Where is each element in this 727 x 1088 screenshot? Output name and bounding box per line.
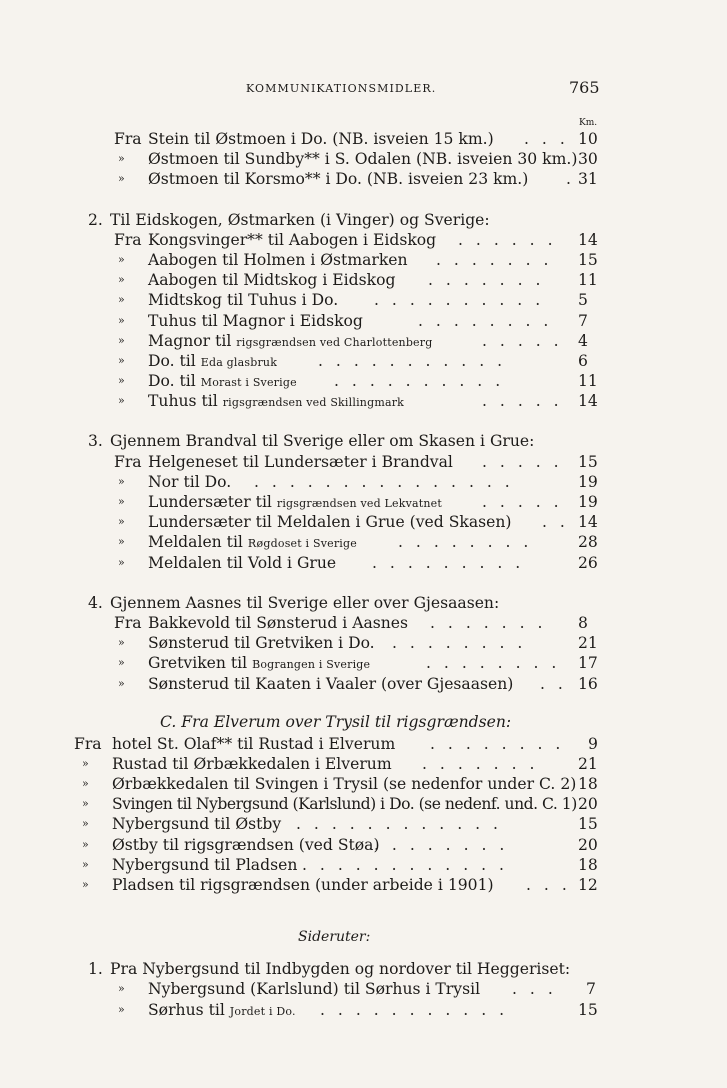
route-label: Lundersæter til rigsgrændsen ved Lekvatnet (148, 493, 442, 511)
route-prefix: Fra (114, 613, 142, 632)
section-title: Gjennem Brandval til Sverige eller om Skasen i Grue: (110, 432, 535, 451)
section-3 (0, 431, 727, 572)
section-heading (0, 593, 727, 613)
route-km: 5 (578, 291, 588, 310)
route-label: Bakkevold til Sønsterud i Aasnes (148, 613, 409, 632)
route-km: 21 (578, 754, 598, 773)
route-prefix: » (118, 1002, 125, 1016)
page-header (0, 80, 727, 100)
route-prefix: » (118, 374, 125, 388)
route-row (0, 472, 727, 492)
route-label: Midtskog til Tuhus i Do. (148, 291, 339, 310)
section-number: 1. (88, 960, 103, 979)
leader-dots: . . . . . . . . . . . (320, 1000, 509, 1019)
route-label: Kongsvinger** til Aabogen i Eidskog (148, 230, 437, 249)
route-label: Sørhus til Jordet i Do. (148, 1000, 296, 1019)
route-label: Magnor til rigsgrændsen ved Charlottenberg (148, 331, 433, 350)
route-label: Svingen til Nybergsund (Karlslund) i Do. (se nedenf. und. C. 1) (112, 795, 577, 814)
route-label: Do. til Eda glasbruk (148, 351, 278, 370)
route-prefix: » (82, 777, 89, 791)
route-km: 30 (578, 150, 598, 169)
route-row (0, 633, 727, 653)
route-row (0, 613, 727, 633)
route-label: Tuhus til rigsgrændsen ved Skillingmark (148, 392, 405, 411)
route-prefix: » (118, 313, 125, 327)
route-prefix: » (118, 252, 125, 266)
route-prefix: » (118, 474, 125, 488)
leader-dots: . . . . . (482, 392, 563, 411)
route-row (0, 734, 727, 754)
route-km: 15 (578, 815, 598, 834)
route-km: 20 (578, 795, 598, 814)
leader-dots: . . . . . . . . . . . (318, 351, 507, 370)
route-km: 4 (578, 331, 588, 350)
route-km: 17 (578, 654, 598, 673)
route-prefix: Fra (114, 230, 142, 249)
route-label: Meldalen til Vold i Grue (148, 553, 337, 572)
section-4 (0, 593, 727, 694)
route-row (0, 1000, 727, 1020)
section-title: Til Eidskogen, Østmarken (i Vinger) og Sverige: (110, 210, 490, 229)
route-km: 14 (578, 392, 598, 411)
route-row (0, 391, 727, 411)
route-label: Helgeneset til Lundersæter i Brandval (148, 452, 453, 471)
route-prefix: » (118, 636, 125, 650)
route-row (0, 371, 727, 391)
route-label: Nybergsund til Østby (112, 815, 282, 834)
leader-dots: . (566, 170, 575, 189)
route-prefix: » (118, 353, 125, 367)
route-label: Do. til Morast i Sverige (148, 372, 297, 391)
route-label: Østby til rigsgrændsen (ved Støa) (112, 835, 380, 854)
leader-dots: . . . . . . . . (430, 734, 565, 753)
route-prefix: » (82, 756, 89, 770)
leader-dots: . . . (524, 130, 569, 148)
leader-dots: . . (540, 674, 567, 693)
route-row (0, 674, 727, 694)
sideruter-heading (0, 925, 727, 949)
leader-dots: . . . . . . . . (418, 311, 553, 330)
route-km: 19 (578, 493, 598, 511)
route-row (0, 129, 727, 149)
route-prefix: » (118, 273, 125, 287)
route-row (0, 532, 727, 552)
route-km: 9 (588, 734, 598, 753)
route-row (0, 290, 727, 310)
route-prefix: » (118, 394, 125, 408)
route-row (0, 653, 727, 673)
route-km: 14 (578, 230, 598, 249)
route-row (0, 875, 727, 895)
section-heading (0, 210, 727, 230)
leader-dots: . . . . . . (458, 230, 557, 249)
route-row (0, 230, 727, 250)
leader-dots: . . . . . . . . . (372, 553, 525, 572)
route-prefix: » (118, 555, 125, 569)
section-title: Pra Nybergsund til Indbygden og nordover til Heggeriset: (110, 960, 571, 979)
leader-dots: . . . . . . . . . . . . . . . (254, 472, 514, 491)
route-label: Sønsterud til Gretviken i Do. (148, 634, 375, 653)
leader-dots: . . . . . . . . (398, 533, 533, 552)
route-row (0, 979, 727, 999)
section-sideruter (0, 925, 727, 1020)
route-km: 18 (578, 855, 598, 874)
route-prefix: » (82, 837, 89, 851)
leader-dots: . . . . . . . (430, 613, 547, 632)
route-prefix: Fra (114, 130, 142, 148)
route-row (0, 452, 727, 472)
section-number: 4. (88, 593, 103, 612)
route-prefix: » (118, 656, 125, 670)
leader-dots: . . . . . . . . . . (374, 291, 545, 310)
route-prefix: » (118, 676, 125, 690)
route-label: Østmoen til Korsmo** i Do. (NB. isveien 23 km.) (148, 170, 529, 189)
route-label: Nor til Do. (148, 472, 232, 491)
leader-dots: . . . . . (482, 452, 563, 471)
section-heading (0, 959, 727, 979)
route-row (0, 835, 727, 855)
leader-dots: . . . . . . . . (426, 654, 561, 673)
route-km: 16 (578, 674, 598, 693)
route-km: 6 (578, 351, 588, 370)
route-km: 26 (578, 553, 598, 572)
route-row (0, 814, 727, 834)
route-km: 15 (578, 250, 598, 269)
route-row (0, 331, 727, 351)
section-heading (0, 431, 727, 451)
route-label-small: rigsgrændsen ved Charlottenberg (236, 335, 433, 349)
route-prefix: Fra (74, 734, 102, 753)
running-head: KOMMUNIKATIONSMIDLER. (246, 82, 437, 95)
route-row (0, 774, 727, 794)
leader-dots: . . . . . . . . . . . . (296, 815, 503, 834)
route-label: Rustad til Ørbækkedalen i Elverum (112, 754, 392, 773)
route-table (0, 129, 727, 1020)
leader-dots: . . (542, 513, 569, 532)
route-label: Sønsterud til Kaaten i Vaaler (over Gjesaasen) (148, 674, 514, 693)
sideruter-title: Sideruter: (298, 929, 371, 946)
route-row (0, 492, 727, 512)
route-row (0, 351, 727, 371)
route-prefix: » (118, 495, 125, 508)
route-label-small: rigsgrændsen ved Skillingmark (222, 396, 405, 410)
section-c-heading (0, 710, 727, 734)
route-row (0, 169, 727, 189)
leader-dots: . . . . . . . . . . (334, 372, 505, 391)
route-row (0, 149, 727, 169)
route-km: 7 (578, 311, 588, 330)
route-km: 15 (578, 452, 598, 471)
route-label: Pladsen til rigsgrændsen (under arbeide i 1901) (112, 876, 494, 894)
section-c-title: C. Fra Elverum over Trysil til rigsgrændsen: (160, 712, 512, 731)
route-prefix: » (118, 152, 125, 166)
route-row (0, 250, 727, 270)
route-km: 14 (578, 513, 598, 532)
route-label: Meldalen til Røgdoset i Sverige (148, 533, 357, 552)
km-unit-label: Km. (579, 118, 598, 128)
route-label: Stein til Østmoen i Do. (NB. isveien 15 km.) (148, 130, 494, 148)
route-label: Aabogen til Holmen i Østmarken (148, 250, 408, 269)
page-number: 765 (569, 78, 600, 97)
route-row (0, 270, 727, 290)
route-label: Østmoen til Sundby** i S. Odalen (NB. isveien 30 km.) (148, 150, 578, 169)
route-km: 12 (578, 876, 598, 894)
leader-dots: . . . (512, 980, 557, 999)
section-2 (0, 210, 727, 412)
leader-dots: . . . (526, 876, 571, 894)
section-number: 2. (88, 210, 103, 229)
route-km: 10 (578, 130, 598, 148)
leader-dots: . . . . . . . . (374, 835, 509, 854)
route-km: 11 (578, 372, 598, 391)
leader-dots: . . . . . . . . (392, 634, 527, 653)
route-label: Aabogen til Midtskog i Eidskog (148, 271, 396, 290)
leader-dots: . . . . . . . (422, 754, 539, 773)
route-km: 20 (578, 835, 598, 854)
route-row (0, 794, 727, 814)
route-label: Tuhus til Magnor i Eidskog (148, 311, 363, 330)
route-km: 15 (578, 1000, 598, 1019)
route-prefix: » (82, 817, 89, 831)
route-prefix: » (82, 878, 89, 891)
route-label-small: Jordet i Do. (229, 1004, 296, 1018)
route-prefix: Fra (114, 452, 142, 471)
route-prefix: » (118, 515, 125, 529)
section-c (0, 710, 727, 896)
route-km: 8 (578, 613, 588, 632)
route-label: Ørbækkedalen til Svingen i Trysil (se nedenfor under C. 2) (112, 775, 577, 794)
section-intro (0, 129, 727, 190)
route-km: 18 (578, 775, 598, 794)
route-km: 31 (578, 170, 598, 189)
leader-dots: . . . . . . . . . . . . (302, 855, 509, 874)
route-row (0, 754, 727, 774)
route-km: 7 (586, 980, 596, 999)
route-row (0, 311, 727, 331)
route-km: 28 (578, 533, 598, 552)
leader-dots: . . . . . (482, 493, 563, 511)
route-prefix: » (118, 535, 125, 549)
leader-dots: . . . . . . . (428, 271, 545, 290)
route-label: Gretviken til Bograngen i Sverige (148, 654, 371, 673)
leader-dots: . . . . . . . (436, 250, 553, 269)
section-title: Gjennem Aasnes til Sverige eller over Gjesaasen: (110, 593, 500, 612)
route-prefix: » (118, 293, 125, 307)
route-prefix: » (118, 172, 125, 186)
route-prefix: » (82, 857, 89, 871)
route-prefix: » (118, 333, 125, 347)
route-prefix: » (118, 982, 125, 996)
route-row (0, 855, 727, 875)
leader-dots: . . . . . (482, 331, 563, 350)
route-label-small: Røgdoset i Sverige (247, 537, 357, 551)
section-number: 3. (88, 432, 103, 451)
route-row (0, 553, 727, 573)
route-label: Lundersæter til Meldalen i Grue (ved Skasen) (148, 513, 512, 532)
route-label-small: Eda glasbruk (200, 355, 278, 369)
route-label-small: Morast i Sverige (200, 376, 297, 390)
route-label-small: rigsgrændsen ved Lekvatnet (276, 497, 442, 510)
route-prefix: » (82, 797, 89, 811)
route-label: hotel St. Olaf** til Rustad i Elverum (112, 734, 396, 753)
route-row (0, 512, 727, 532)
route-km: 11 (578, 271, 598, 290)
route-km: 21 (578, 634, 598, 653)
route-label-small: Bograngen i Sverige (252, 658, 371, 672)
route-label: Nybergsund til Pladsen (112, 855, 298, 874)
route-km: 19 (578, 472, 598, 491)
route-label: Nybergsund (Karlslund) til Sørhus i Trysil (148, 980, 481, 999)
